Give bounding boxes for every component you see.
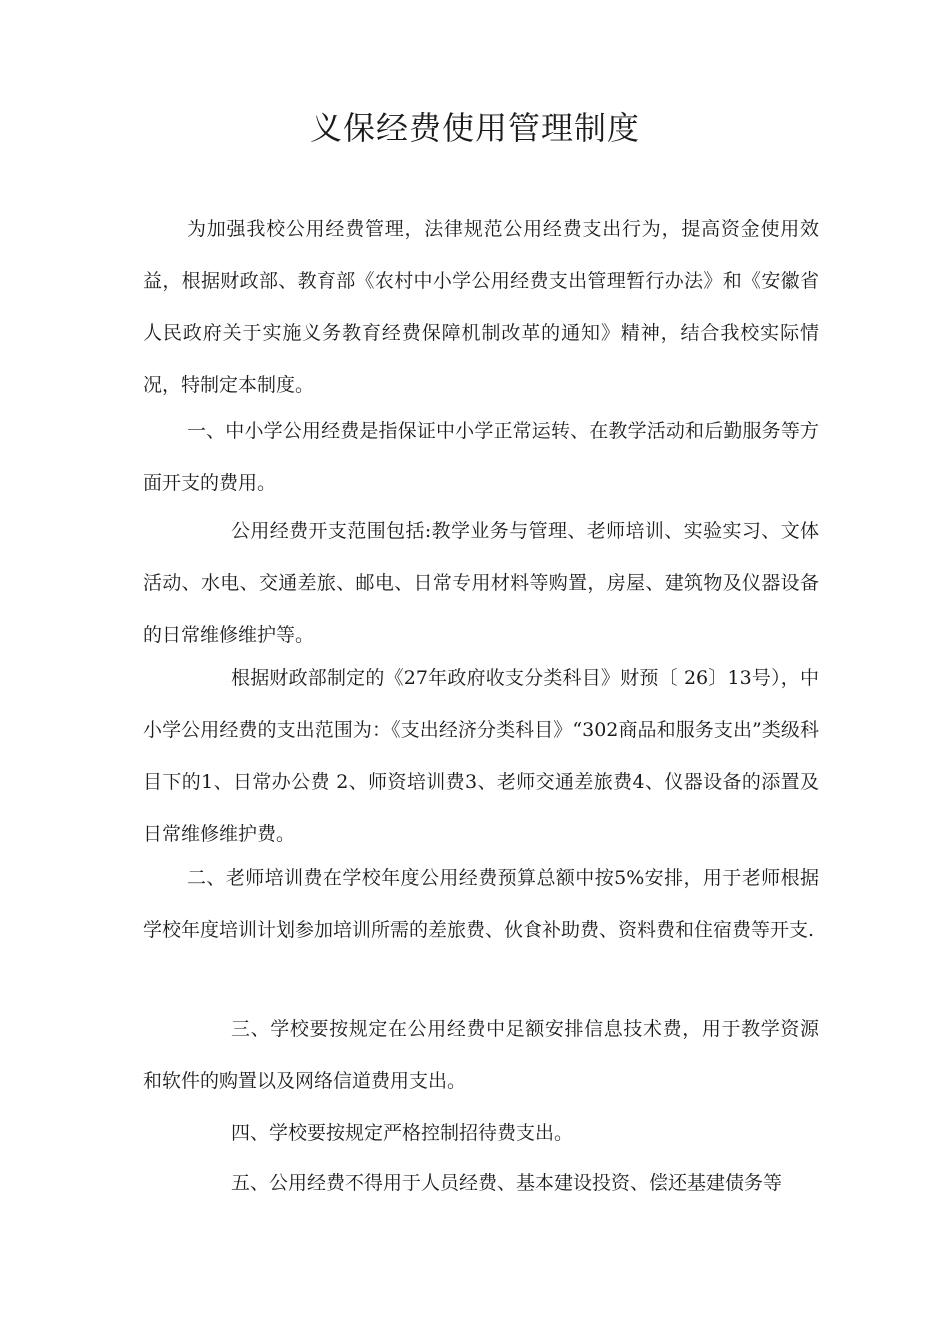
paragraph-intro: 为加强我校公用经费管理，法律规范公用经费支出行为，提高资金使用效益，根据财政部、教育部《农村中小学公用经费支出管理暂行办法》和《安徽省人民政府关于实施义务教育经费保障机制改革的通知》精神，结合我校实际情况，特制定本制度。 <box>143 218 819 396</box>
paragraph-section-2: 二、老师培训费在学校年度公用经费预算总额中按5%安排，用于老师根据学校年度培训计划参加培训所需的差旅费、伙食补助费、资料费和住宿费等开支. <box>143 867 819 941</box>
paragraph-expense-classification: 根据财政部制定的《27年政府收支分类科目》财预〔 26〕13号），中小学公用经费的支出范围为：《支出经济分类科目》“302商品和服务支出”类级科目下的1、日常办公费 2、师资培训费3、老师交通差旅费4、仪器设备的添置及日常维修维护费。 <box>143 667 819 845</box>
paragraph-section-1: 一、中小学公用经费是指保证中小学正常运转、在教学活动和后勤服务等方面开支的费用。 <box>143 420 819 494</box>
paragraph-expense-scope: 公用经费开支范围包括:教学业务与管理、老师培训、实验实习、文体活动、水电、交通差旅、邮电、日常专用材料等购置，房屋、建筑物及仪器设备的日常维修维护等。 <box>143 520 819 646</box>
paragraph-section-5: 五、公用经费不得用于人员经费、基本建设投资、偿还基建债务等 <box>231 1172 783 1194</box>
paragraph-section-3: 三、学校要按规定在公用经费中足额安排信息技术费，用于教学资源和软件的购置以及网络信道费用支出。 <box>143 1018 819 1092</box>
paragraph-section-4: 四、学校要按规定严格控制招待费支出。 <box>231 1122 574 1144</box>
document-title: 义保经费使用管理制度 <box>309 109 640 147</box>
